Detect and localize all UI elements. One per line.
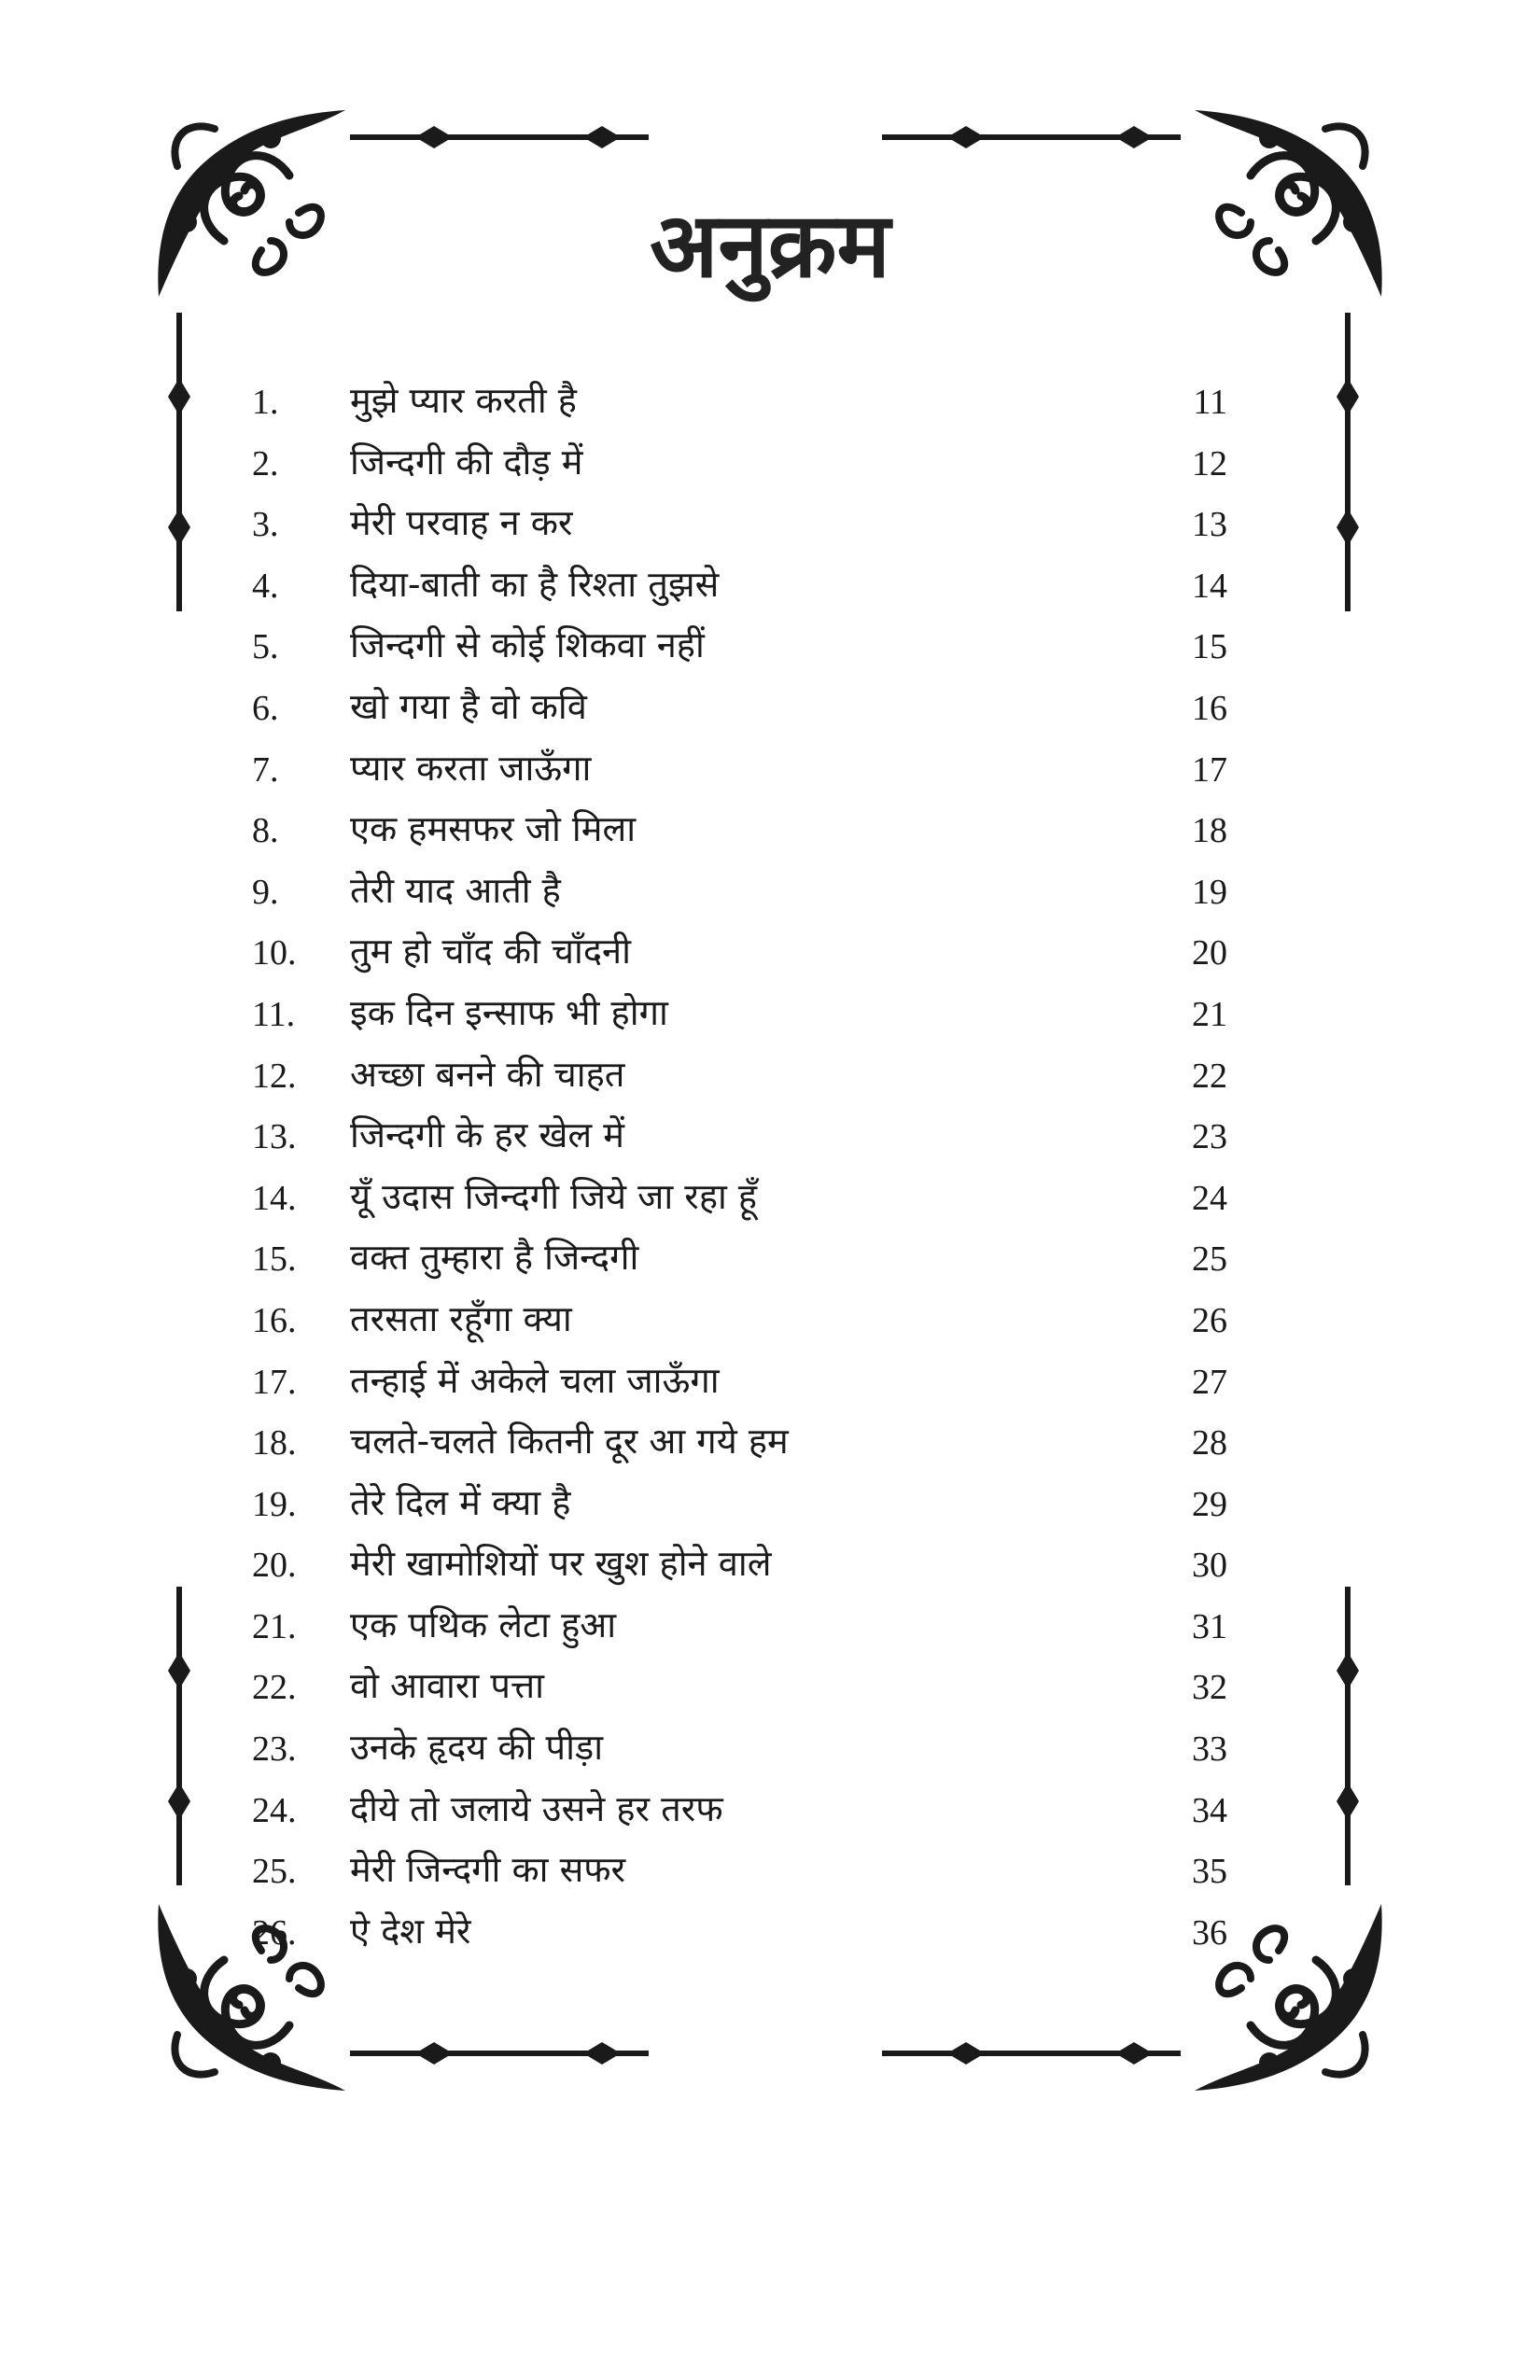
toc-entry — [252, 1168, 1227, 1229]
toc-entry — [252, 1596, 1227, 1658]
toc-entry-page: 22 — [1192, 1056, 1227, 1096]
toc-entry-title: दीये तो जलाये उसने हर तरफ — [350, 1787, 723, 1829]
toc-entry — [252, 800, 1227, 861]
bottom-left-rule — [350, 2042, 649, 2065]
toc-entry-page: 21 — [1192, 994, 1227, 1034]
toc-entry — [252, 1106, 1227, 1168]
toc-entry-page: 15 — [1192, 627, 1227, 667]
toc-entry-number: 10. — [252, 933, 297, 973]
right-lower-rule — [1337, 1587, 1359, 1885]
toc-entry-page: 13 — [1192, 505, 1227, 545]
toc-entry-number: 17. — [252, 1362, 297, 1402]
toc-entry — [252, 1290, 1227, 1351]
toc-entry-page: 11 — [1193, 383, 1227, 422]
toc-entry-title: प्यार करता जाऊँगा — [350, 747, 592, 789]
toc-entry-number: 19. — [252, 1484, 297, 1524]
toc-entry — [252, 555, 1227, 617]
table-of-contents — [252, 371, 1227, 1963]
toc-entry-page: 28 — [1192, 1423, 1227, 1463]
toc-entry — [252, 739, 1227, 801]
toc-entry-page: 34 — [1192, 1790, 1227, 1830]
toc-entry-number: 11. — [252, 994, 296, 1034]
toc-entry-title: खो गया है वो कवि — [350, 685, 587, 727]
toc-entry-number: 13. — [252, 1117, 297, 1157]
toc-entry — [252, 922, 1227, 984]
toc-entry-page: 33 — [1192, 1729, 1227, 1770]
toc-entry-page: 19 — [1192, 872, 1227, 912]
toc-entry — [252, 861, 1227, 923]
top-left-rule — [350, 126, 649, 148]
toc-entry — [252, 1045, 1227, 1107]
toc-entry-title: वो आवारा पत्ता — [350, 1665, 545, 1707]
toc-entry-title: जिन्दगी से कोई शिकवा नहीं — [350, 624, 705, 666]
toc-entry — [252, 1841, 1227, 1902]
toc-entry-number: 5. — [252, 627, 279, 667]
toc-entry-title: मेरी खामोशियों पर खुश होने वाले — [350, 1543, 772, 1585]
toc-entry-title: दिया-बाती का है रिश्ता तुझसे — [350, 563, 720, 605]
toc-entry-title: चलते-चलते कितनी दूर आ गये हम — [350, 1421, 789, 1463]
toc-entry-title: तेरी याद आती है — [350, 869, 561, 911]
toc-entry-number: 21. — [252, 1606, 297, 1646]
toc-entry-number: 15. — [252, 1239, 297, 1280]
toc-entry — [252, 1718, 1227, 1780]
toc-entry-number: 7. — [252, 749, 279, 790]
toc-entry-title: तेरे दिल में क्या है — [350, 1481, 571, 1523]
toc-entry-page: 20 — [1192, 933, 1227, 973]
right-upper-rule — [1337, 313, 1359, 611]
toc-entry-title: इक दिन इन्साफ भी होगा — [350, 991, 668, 1033]
toc-entry-title: उनके हृदय की पीड़ा — [350, 1727, 604, 1769]
toc-entry-page: 25 — [1192, 1239, 1227, 1280]
toc-entry-title: वक्त तुम्हारा है जिन्दगी — [350, 1237, 639, 1279]
toc-entry-title: ऐ देश मेरे — [350, 1910, 471, 1952]
toc-entry-title: मेरी जिन्दगी का सफर — [350, 1849, 626, 1891]
toc-entry-page: 14 — [1192, 566, 1227, 606]
top-right-rule — [882, 126, 1181, 148]
toc-entry-number: 24. — [252, 1790, 297, 1830]
toc-entry-title: जिन्दगी के हर खेल में — [350, 1114, 624, 1156]
toc-entry-title: एक पथिक लेटा हुआ — [350, 1603, 617, 1645]
toc-entry-number: 14. — [252, 1178, 297, 1218]
toc-entry — [252, 494, 1227, 555]
toc-entry-number: 16. — [252, 1300, 297, 1340]
toc-entry — [252, 616, 1227, 678]
toc-entry-page: 35 — [1192, 1852, 1227, 1892]
toc-entry-title: जिन्दगी की दौड़ में — [350, 441, 583, 483]
toc-entry — [252, 1412, 1227, 1474]
toc-entry-title: यूँ उदास जिन्दगी जिये जा रहा हूँ — [350, 1175, 758, 1217]
toc-entry — [252, 371, 1227, 433]
toc-entry — [252, 1351, 1227, 1413]
toc-entry-title: एक हमसफर जो मिला — [350, 808, 637, 850]
toc-entry — [252, 1780, 1227, 1841]
toc-entry — [252, 433, 1227, 495]
toc-entry — [252, 1902, 1227, 1964]
toc-entry-number: 9. — [252, 872, 279, 912]
toc-entry-page: 27 — [1192, 1362, 1227, 1402]
toc-entry-page: 31 — [1192, 1606, 1227, 1646]
toc-entry — [252, 984, 1227, 1045]
toc-entry-number: 6. — [252, 688, 279, 728]
toc-entry-title: मेरी परवाह न कर — [350, 502, 573, 544]
toc-entry-page: 12 — [1192, 443, 1227, 483]
toc-entry-page: 18 — [1192, 811, 1227, 851]
toc-entry — [252, 1228, 1227, 1290]
toc-entry-number: 26. — [252, 1912, 297, 1953]
toc-entry-number: 18. — [252, 1423, 297, 1463]
toc-entry-number: 8. — [252, 811, 279, 851]
toc-entry-number: 4. — [252, 566, 279, 606]
toc-entry-page: 32 — [1192, 1668, 1227, 1708]
toc-entry-page: 36 — [1192, 1912, 1227, 1953]
page-title: अनुक्रम — [650, 193, 890, 298]
toc-entry-page: 23 — [1192, 1117, 1227, 1157]
toc-entry-title: तुम हो चाँद की चाँदनी — [350, 931, 631, 973]
toc-entry-title: मुझे प्यार करती है — [350, 380, 577, 421]
toc-entry-page: 29 — [1192, 1484, 1227, 1524]
left-lower-rule — [168, 1587, 190, 1885]
toc-entry-number: 22. — [252, 1668, 297, 1708]
toc-entry-number: 1. — [252, 383, 279, 422]
toc-entry-title: अच्छा बनने की चाहत — [350, 1053, 625, 1095]
toc-entry-number: 2. — [252, 443, 279, 483]
toc-entry-title: तरसता रहूँगा क्या — [350, 1297, 572, 1339]
bottom-right-rule — [882, 2042, 1181, 2065]
toc-entry-title: तन्हाई में अकेले चला जाऊँगा — [350, 1359, 720, 1401]
toc-entry-page: 26 — [1192, 1300, 1227, 1340]
toc-entry-number: 12. — [252, 1056, 297, 1096]
toc-entry-number: 25. — [252, 1852, 297, 1892]
toc-entry-page: 30 — [1192, 1546, 1227, 1586]
toc-entry-number: 20. — [252, 1546, 297, 1586]
toc-entry — [252, 1657, 1227, 1718]
toc-entry-page: 16 — [1192, 688, 1227, 728]
toc-entry-number: 23. — [252, 1729, 297, 1770]
toc-entry-number: 3. — [252, 505, 279, 545]
toc-entry-page: 24 — [1192, 1178, 1227, 1218]
toc-entry — [252, 1534, 1227, 1596]
toc-entry-page: 17 — [1192, 749, 1227, 790]
toc-entry — [252, 1474, 1227, 1535]
toc-entry — [252, 678, 1227, 739]
left-upper-rule — [168, 313, 190, 611]
